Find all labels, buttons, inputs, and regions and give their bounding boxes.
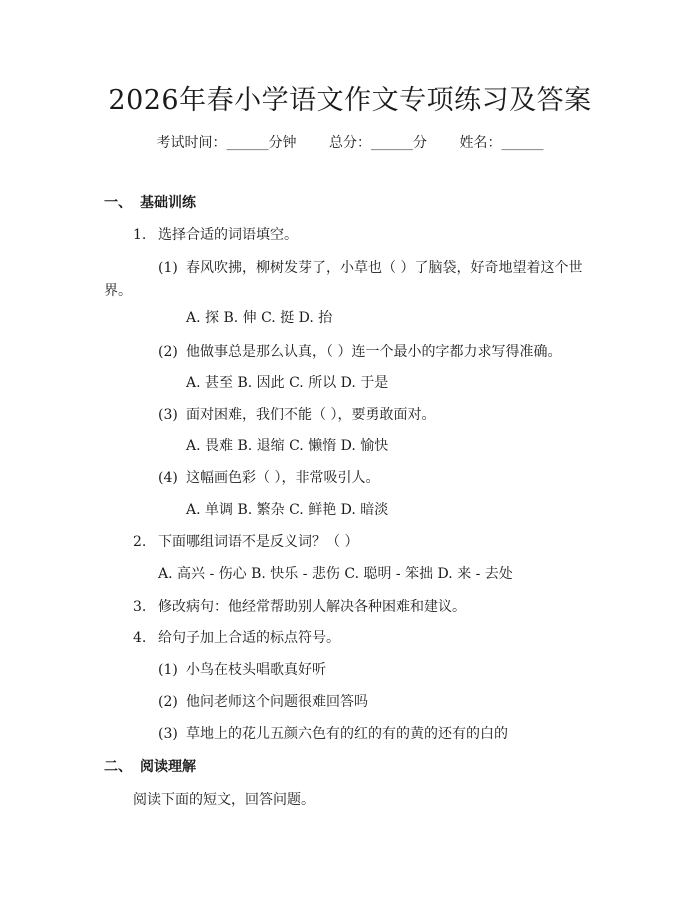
- question-3: [133, 596, 466, 616]
- answer-options: A. 单调 B. 繁杂 C. 鲜艳 D. 暗淡: [186, 502, 389, 518]
- question-text: 给句子加上合适的标点符号。: [158, 630, 340, 646]
- question-2: [133, 531, 358, 551]
- section-number: 二、: [104, 759, 132, 775]
- question-number: 2.: [133, 534, 147, 550]
- question-text: 选择合适的词语填空。: [158, 227, 298, 243]
- sub-question-text: 草地上的花儿五颜六色有的红的有的黄的还有的白的: [186, 726, 508, 742]
- answer-options: A. 探 B. 伸 C. 挺 D. 抬: [186, 310, 333, 326]
- section-number: 一、: [104, 195, 132, 211]
- sub-question-number: (1): [158, 662, 178, 678]
- sub-question-1-4: [158, 467, 379, 487]
- sub-question-text: 面对困难，我们不能（ ），要勇敢面对。: [186, 407, 436, 423]
- question-number: 3.: [133, 599, 147, 615]
- section-heading-1: [104, 192, 196, 212]
- exam-time: 考试时间：______分钟: [156, 135, 297, 151]
- question-4: [133, 627, 340, 647]
- section-heading-2: [104, 756, 196, 776]
- sub-question-text: 他做事总是那么认真，（ ）连一个最小的字都力求写得准确。: [186, 344, 562, 360]
- section-title: 阅读理解: [140, 759, 196, 775]
- question-text: 修改病句：他经常帮助别人解决各种困难和建议。: [158, 599, 466, 615]
- page-title: 2026年春小学语文作文专项练习及答案: [108, 85, 592, 116]
- answer-options: A. 甚至 B. 因此 C. 所以 D. 于是: [186, 375, 389, 391]
- sub-question-4-2: [158, 691, 368, 711]
- question-text: 下面哪组词语不是反义词？（ ）: [158, 534, 359, 550]
- answer-options: A. 高兴 - 伤心 B. 快乐 - 悲伤 C. 聪明 - 笨拙 D. 来 - 去处: [158, 566, 513, 582]
- exam-score: 总分：______分: [329, 135, 427, 151]
- sub-question-number: (3): [158, 407, 178, 423]
- sub-question-number: (3): [158, 726, 178, 742]
- question-number: 4.: [133, 630, 147, 646]
- sub-question-1-2: [158, 341, 561, 361]
- sub-question-4-1: [158, 659, 326, 679]
- sub-question-continuation: 界。: [104, 283, 132, 299]
- sub-question-text: 春风吹拂，柳树发芽了，小草也（ ）了脑袋，好奇地望着这个世: [186, 260, 583, 276]
- sub-question-text: 小鸟在枝头唱歌真好听: [186, 662, 326, 678]
- sub-question-1-1: [158, 257, 582, 277]
- question-1: [133, 224, 298, 244]
- sub-question-text: 他问老师这个问题很难回答吗: [186, 694, 368, 710]
- question-number: 1.: [133, 227, 147, 243]
- student-name: 姓名：______: [459, 135, 544, 151]
- section-title: 基础训练: [140, 195, 196, 211]
- sub-question-number: (2): [158, 344, 178, 360]
- exam-info: [0, 132, 700, 152]
- sub-question-number: (2): [158, 694, 178, 710]
- sub-question-number: (4): [158, 470, 178, 486]
- sub-question-4-3: [158, 723, 508, 743]
- reading-intro: 阅读下面的短文，回答问题。: [133, 792, 315, 808]
- sub-question-number: (1): [158, 260, 178, 276]
- answer-options: A. 畏难 B. 退缩 C. 懒惰 D. 愉快: [186, 438, 389, 454]
- sub-question-1-3: [158, 404, 435, 424]
- sub-question-text: 这幅画色彩（ ），非常吸引人。: [186, 470, 380, 486]
